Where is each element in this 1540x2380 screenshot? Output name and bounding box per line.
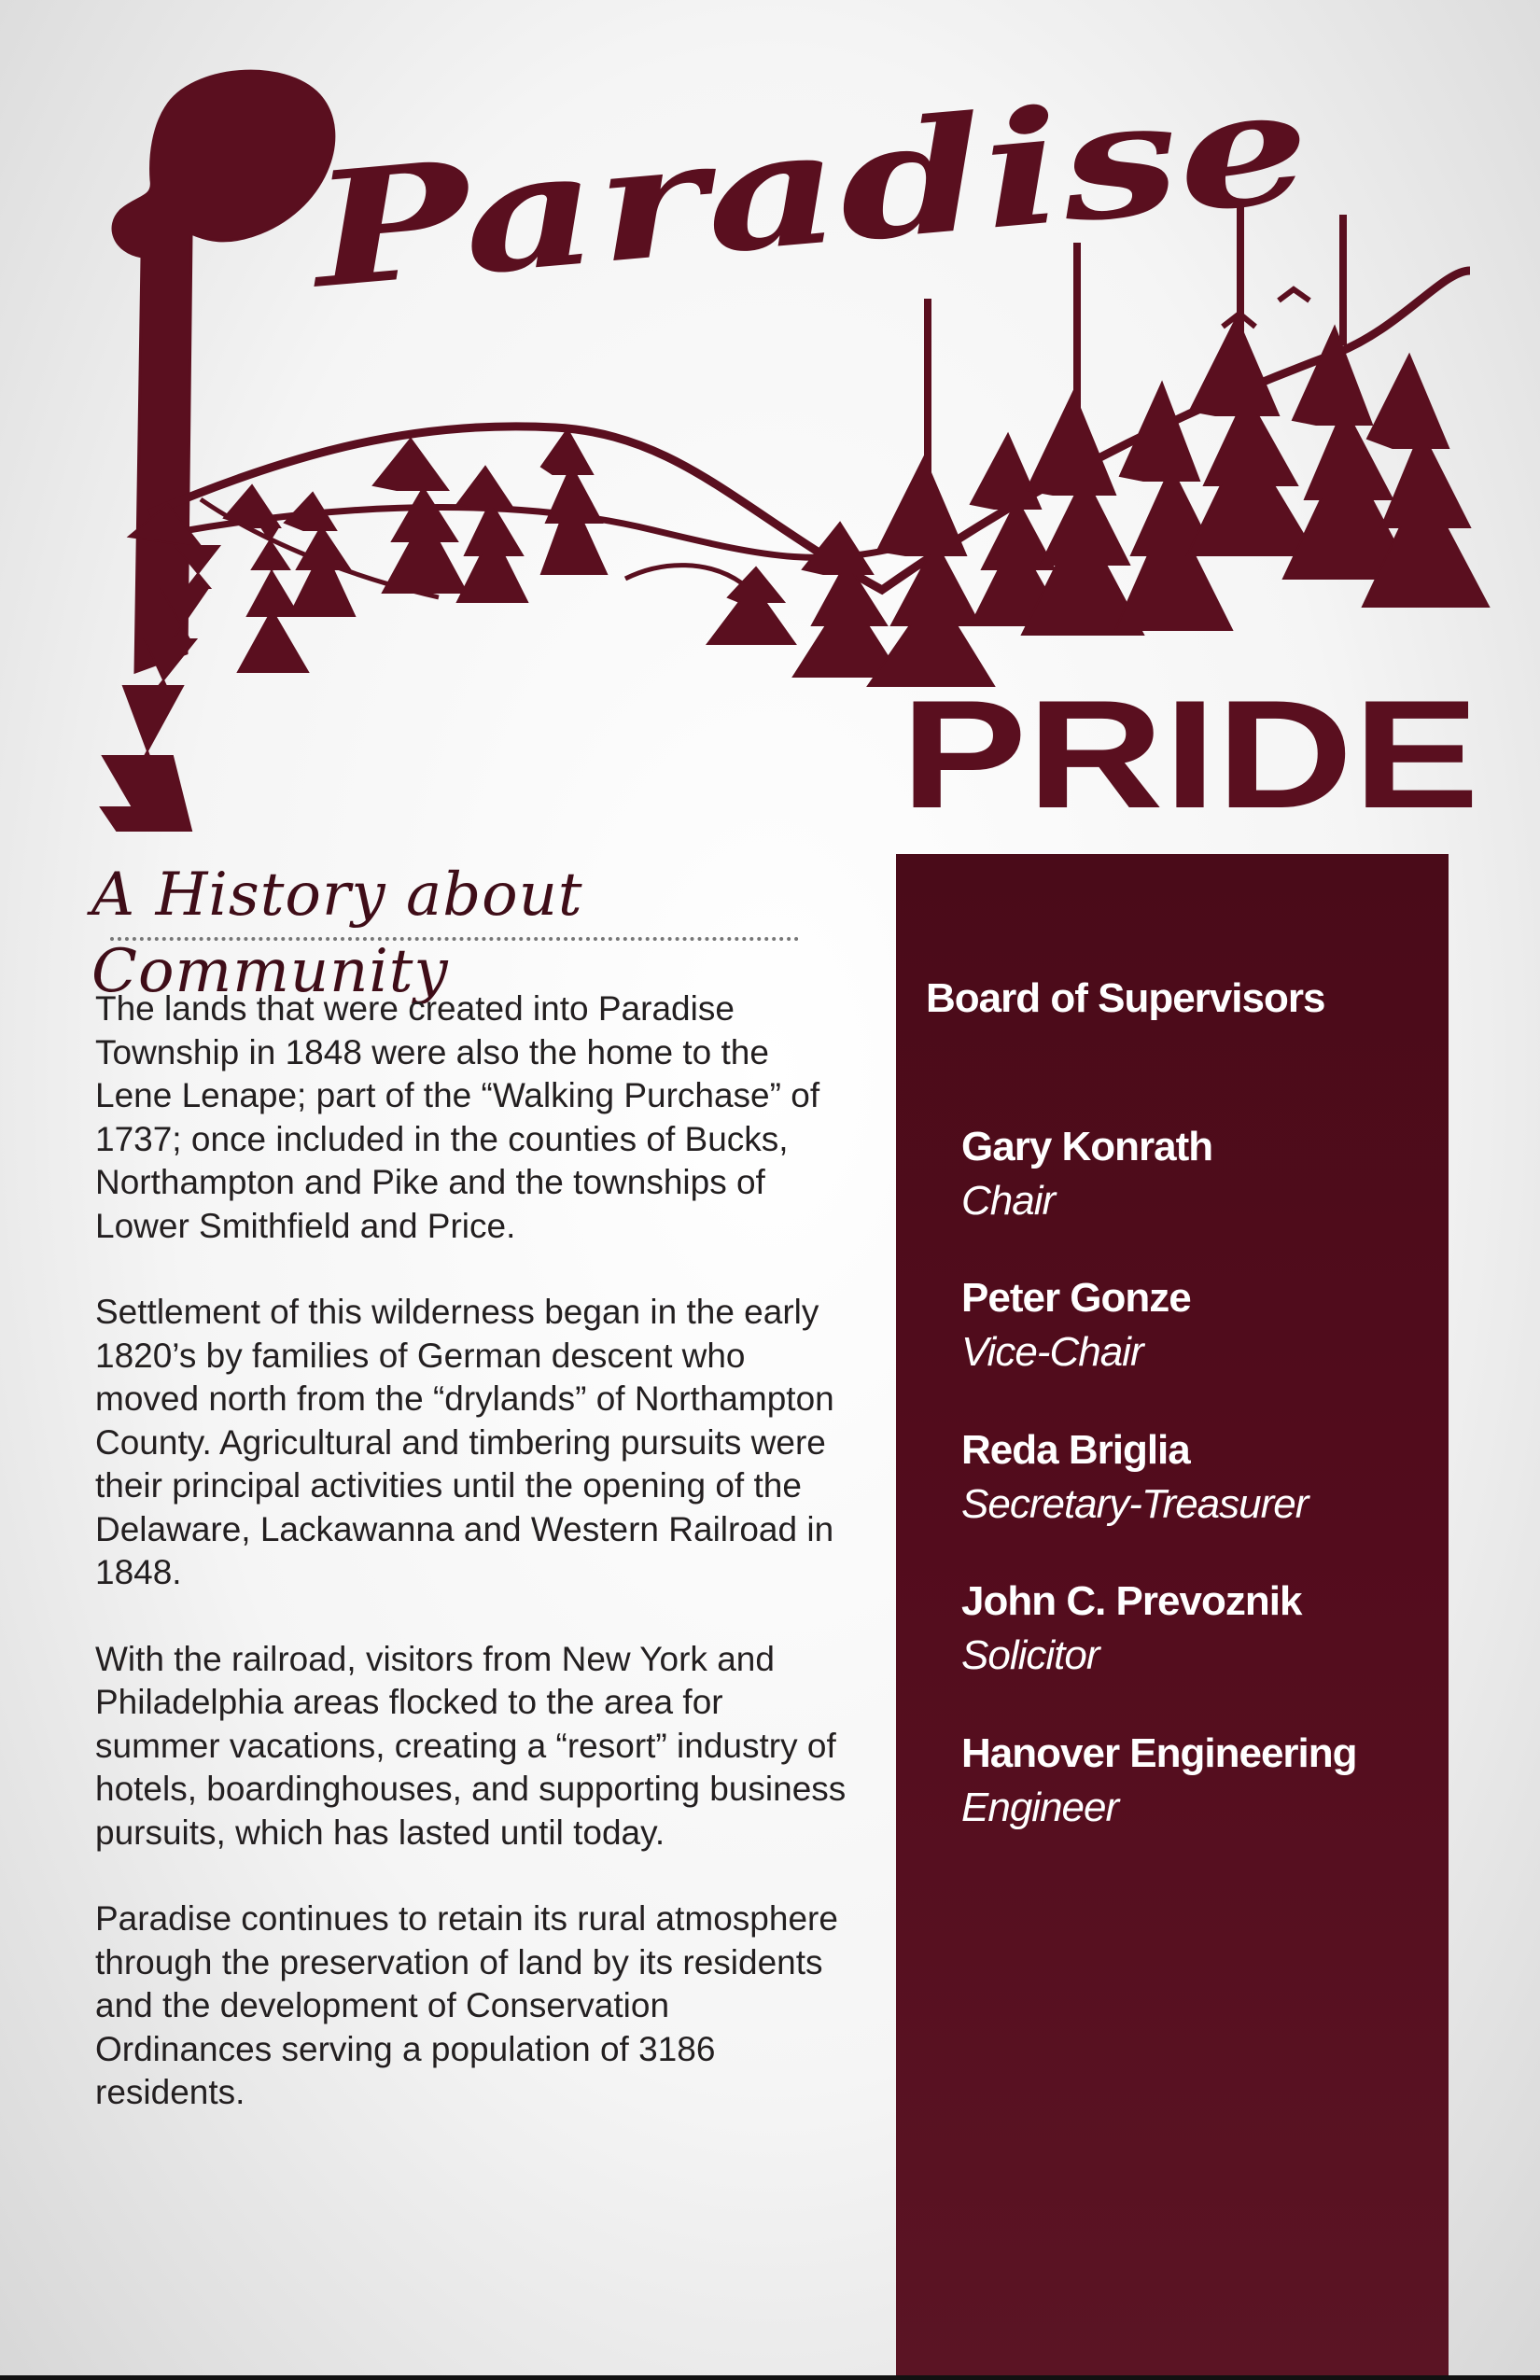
member-role: Engineer [961, 1785, 1119, 1830]
history-heading-text: A History about Community [91, 861, 583, 1006]
masthead-script-title: Paradise [305, 73, 1076, 324]
board-of-supervisors-panel [896, 854, 1449, 2380]
member-role: Solicitor [961, 1632, 1099, 1678]
member-name: Peter Gonze [961, 1275, 1191, 1321]
member-role: Chair [961, 1178, 1056, 1224]
heading-divider [110, 937, 799, 941]
member-role: Vice-Chair [961, 1329, 1143, 1375]
board-member-hanover-engineering [961, 1727, 1357, 1835]
board-member-gary-konrath [961, 1120, 1212, 1228]
member-name: John C. Prevoznik [961, 1578, 1302, 1624]
board-title: Board of Supervisors [926, 975, 1325, 1021]
member-role: Secretary-Treasurer [961, 1481, 1309, 1527]
board-member-john-c-prevoznik [961, 1575, 1301, 1683]
member-name: Gary Konrath [961, 1124, 1213, 1169]
member-name: Hanover Engineering [961, 1730, 1357, 1776]
board-member-peter-gonze [961, 1271, 1191, 1379]
history-paragraph-4: Paradise continues to retain its rural atmosphere through the preservation of land by its residents and the development of Conservation Ordinances serving a population of 3186 residents. [95, 1899, 838, 2111]
history-paragraph-2: Settlement of this wilderness began in the early 1820’s by families of German descent who moved north from the “drylands” of Northampton County. Agricultural and timbering pursuits were their principal activities until the opening of the Delaware, Lackawanna and Western Railroad in 1848. [95, 1293, 834, 1591]
page-bottom-edge [0, 2375, 1540, 2380]
history-heading [91, 857, 819, 1006]
history-body [95, 987, 851, 2158]
paradise-pride-logo [56, 19, 1512, 840]
masthead-block-title: PRIDE [901, 668, 1479, 840]
member-name: Reda Briglia [961, 1427, 1190, 1473]
board-member-reda-briglia [961, 1423, 1308, 1532]
history-paragraph-3: With the railroad, visitors from New York and Philadelphia areas flocked to the area for summer vacations, creating a “resort” industry of hotels, boardinghouses, and supporting business pursuits, which has lasted until today. [95, 1639, 847, 1852]
history-paragraph-1: The lands that were created into Paradise Township in 1848 were also the home to the Lene Lenape; part of the “Walking Purchase” of 1737; once included in the counties of Bucks, Northampton and Pike and the townships of Lower Smithfield and Price. [95, 989, 820, 1245]
